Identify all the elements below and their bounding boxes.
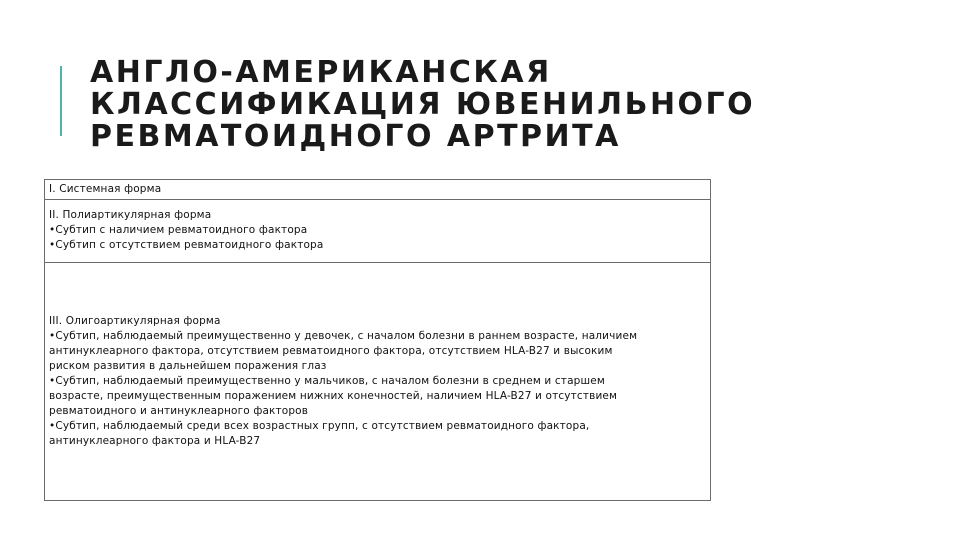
cell-line: I. Системная форма — [49, 183, 162, 195]
cell-line: антинуклеарного фактора, отсутствием ревматоидного фактора, отсутствием HLA-B27 и высоким — [49, 345, 613, 357]
table-cell-polyarticular — [45, 200, 711, 263]
table-row — [45, 180, 711, 200]
cell-line: •Субтип, наблюдаемый преимущественно у девочек, с началом болезни в раннем возрасте, наличием — [49, 330, 638, 342]
cell-line: ревматоидного и антинуклеарного факторов — [49, 405, 309, 417]
classification-table — [44, 179, 711, 501]
table-cell-oligoarticular — [45, 263, 711, 501]
cell-line: •Субтип с отсутствием ревматоидного фактора — [49, 239, 324, 251]
cell-line: III. Олигоартикулярная форма — [49, 315, 221, 327]
slide-title — [90, 57, 890, 153]
table-row — [45, 263, 711, 501]
cell-line: •Субтип, наблюдаемый среди всех возрастных групп, с отсутствием ревматоидного фактора, — [49, 420, 590, 432]
cell-line: •Субтип с наличием ревматоидного фактора — [49, 224, 308, 236]
table-row — [45, 200, 711, 263]
cell-line: возрасте, преимущественным поражением нижних конечностей, наличием HLA-B27 и отсутствием — [49, 390, 618, 402]
cell-line: •Субтип, наблюдаемый преимущественно у мальчиков, с началом болезни в среднем и старшем — [49, 375, 605, 387]
title-line-3: РЕВМАТОИДНОГО АРТРИТА — [90, 119, 621, 154]
table-cell-systemic — [45, 180, 711, 200]
cell-line: антинуклеарного фактора и HLA-B27 — [49, 435, 261, 447]
cell-line: риском развития в дальнейшем поражения глаз — [49, 360, 327, 372]
title-line-2: КЛАССИФИКАЦИЯ ЮВЕНИЛЬНОГО — [90, 87, 756, 122]
cell-line: II. Полиартикулярная форма — [49, 209, 212, 221]
title-line-1: АНГЛО-АМЕРИКАНСКАЯ — [90, 55, 552, 90]
accent-bar — [60, 66, 62, 136]
